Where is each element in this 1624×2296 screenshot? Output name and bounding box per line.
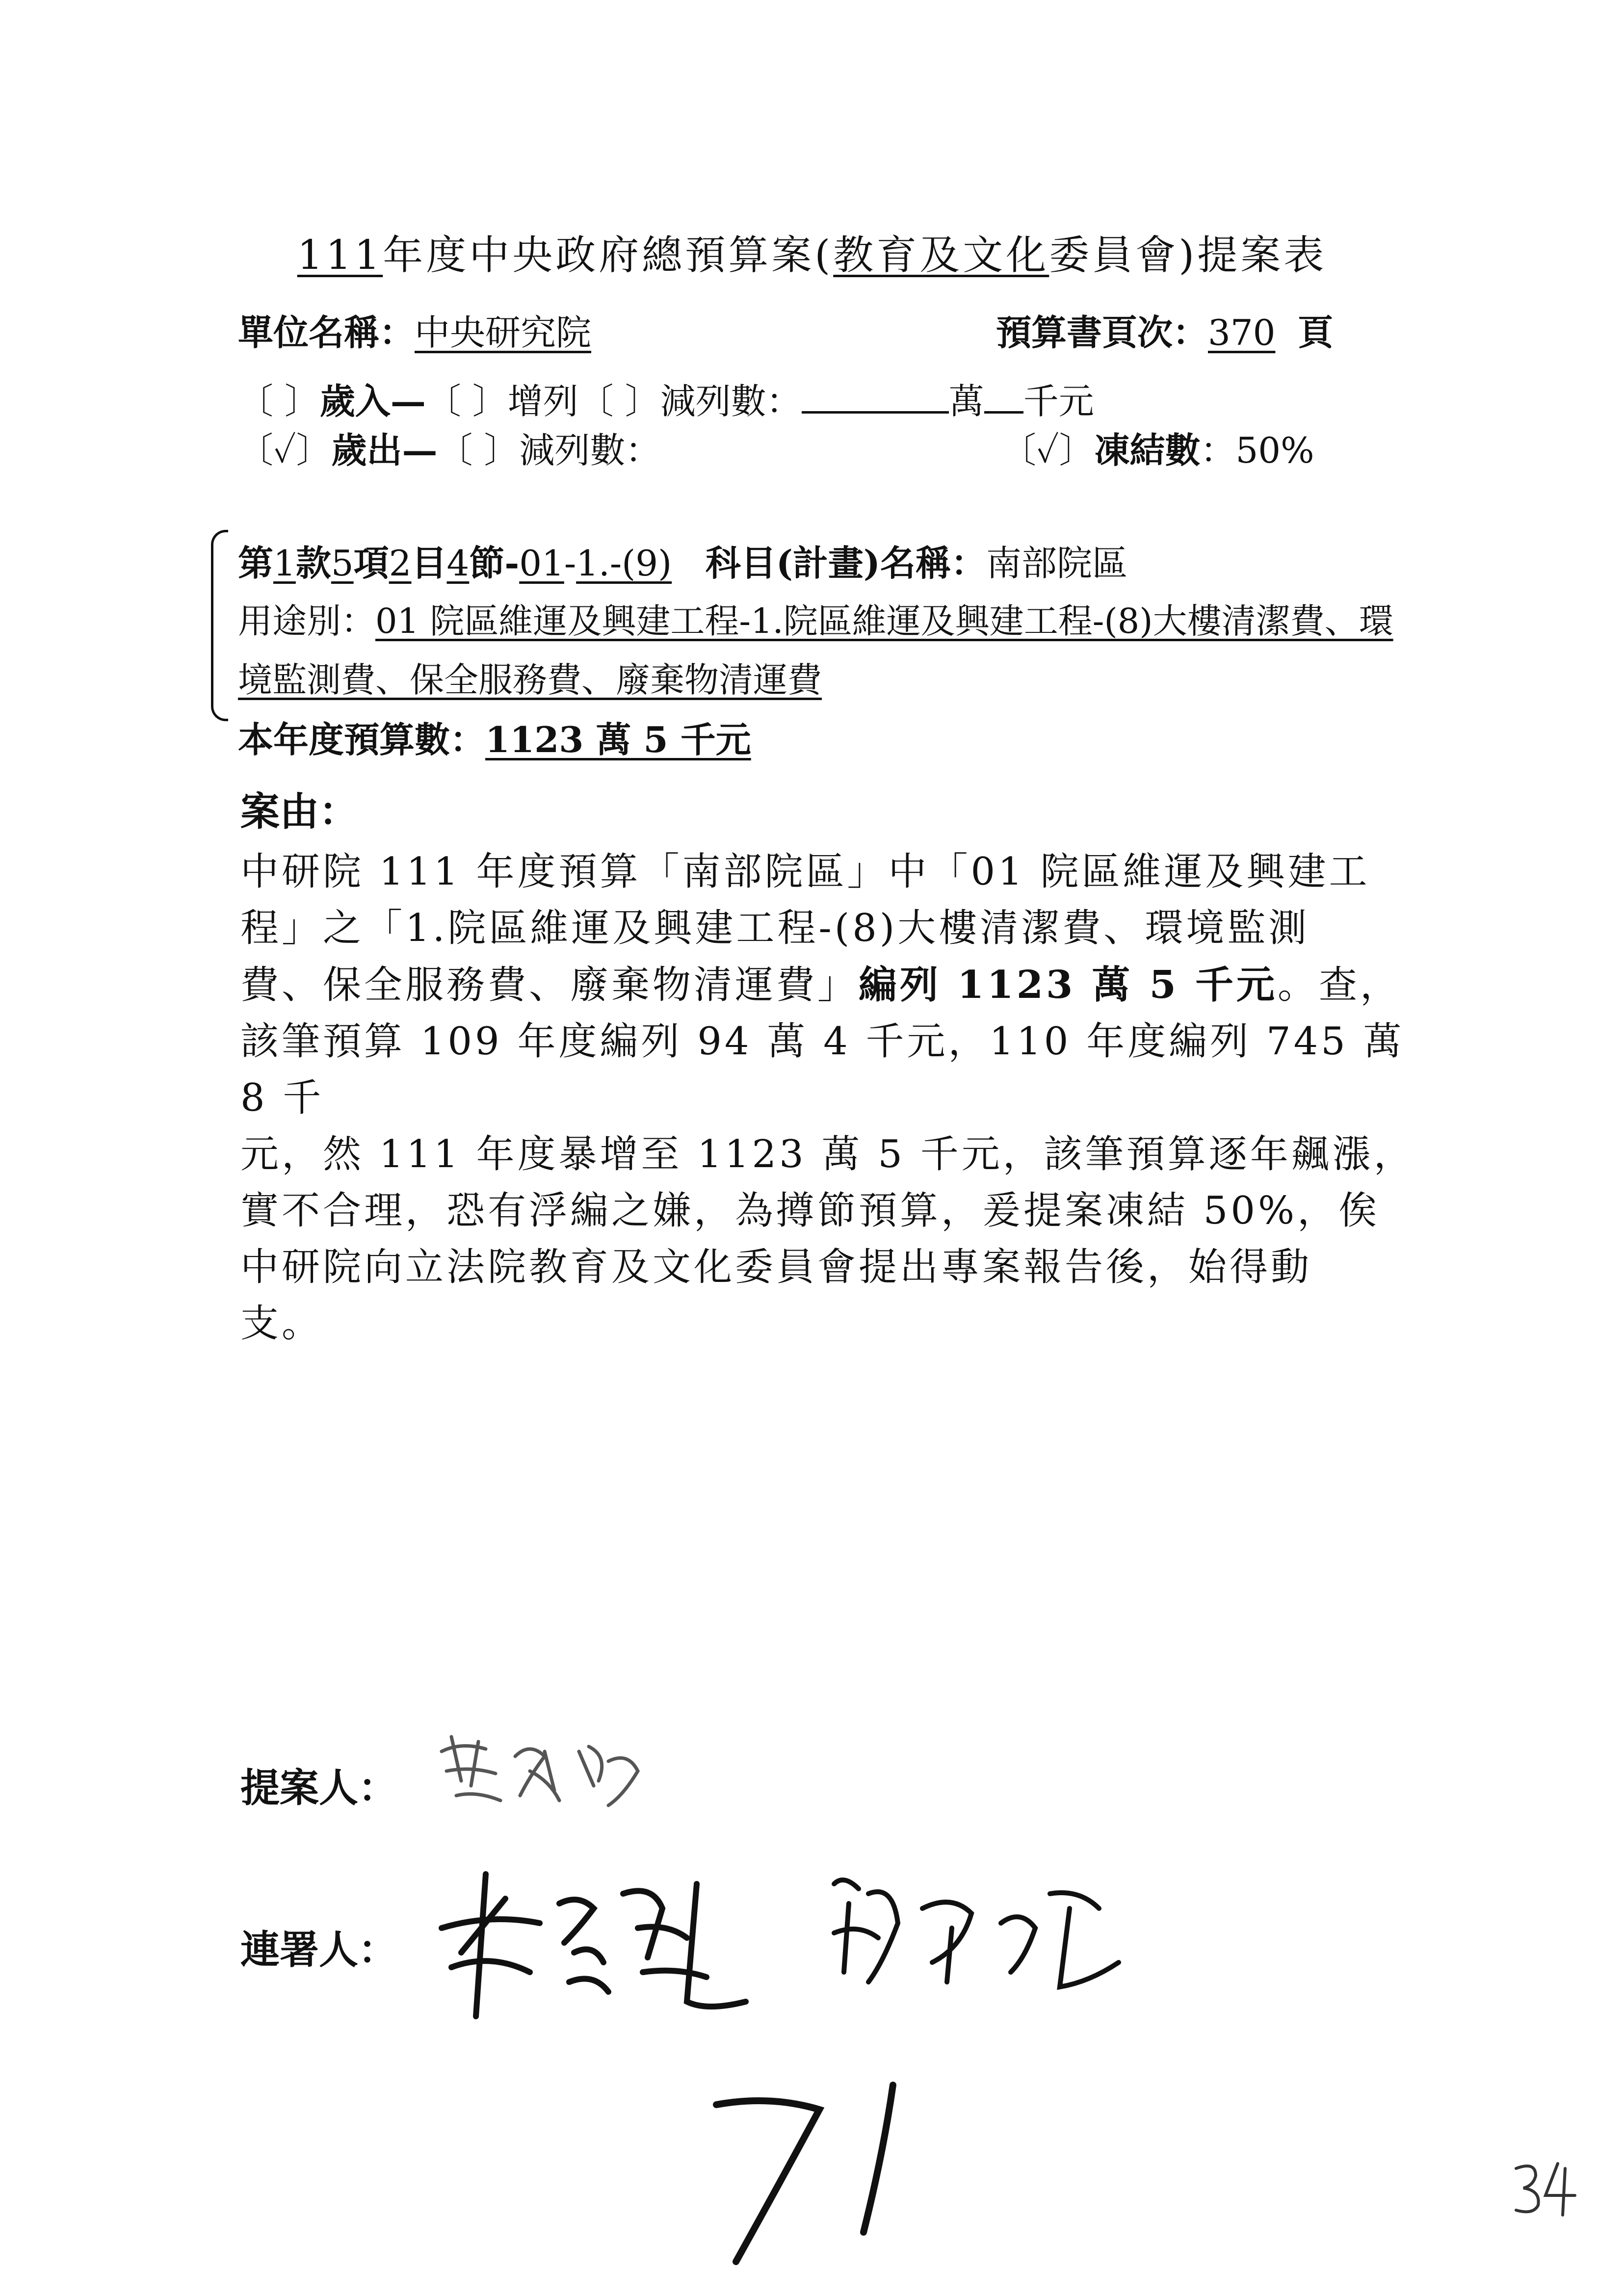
title-year: 111 xyxy=(297,232,383,279)
page-number xyxy=(1511,2159,1580,2218)
item-code-row xyxy=(238,535,1127,586)
freeze-row xyxy=(1001,422,1314,473)
proposer-signature xyxy=(432,1722,687,1820)
expenditure-label: 歲出— xyxy=(331,429,438,471)
revenue-row xyxy=(238,373,1094,424)
code-dash: - xyxy=(564,543,576,584)
revenue-decrease: 〔 〕減列數： xyxy=(578,381,802,422)
proposer-label: 提案人： xyxy=(240,1765,397,1811)
reason-line: 支。 xyxy=(240,1302,323,1346)
revenue-increase: 〔 〕增列 xyxy=(425,381,578,422)
revenue-wan-blank xyxy=(802,379,949,414)
freeze-check: 〔✓〕 xyxy=(1001,430,1095,471)
usage-line-2: 境監測費、保全服務費、廢棄物清運費 xyxy=(238,660,822,700)
reason-heading: 案由： xyxy=(240,788,358,835)
code1-value: 01 xyxy=(519,543,564,584)
expenditure-check: 〔✓〕 xyxy=(238,430,332,471)
page-ref-label: 預算書頁次： xyxy=(996,312,1208,353)
budget-row xyxy=(238,711,751,762)
page-ref-row xyxy=(996,304,1333,355)
jie-value: 4 xyxy=(446,543,470,584)
unit-value: 中央研究院 xyxy=(415,312,592,353)
unit-label: 單位名稱： xyxy=(238,312,415,353)
freeze-value: ：50% xyxy=(1200,430,1314,471)
reason-line: 中研院 111 年度預算「南部院區」中「01 院區維運及興建工 xyxy=(240,850,1370,894)
revenue-label: 歲入— xyxy=(319,380,426,422)
handwritten-number xyxy=(697,2075,922,2271)
budget-value: 1123 萬 5 千元 xyxy=(485,719,751,760)
title-tail: 委員會)提案表 xyxy=(1049,232,1327,279)
usage-line-1: 01 院區維運及興建工程-1.院區維運及興建工程-(8)大樓清潔費、環 xyxy=(375,601,1393,641)
form-title xyxy=(0,223,1624,281)
revenue-qian-blank xyxy=(984,379,1023,414)
page-ref-value: 370 xyxy=(1208,312,1276,353)
kuan-label: 第 xyxy=(238,542,274,584)
revenue-unit-wan: 萬 xyxy=(948,381,984,422)
revenue-unit-qian: 千元 xyxy=(1023,381,1094,422)
code2-value: 1.-(9) xyxy=(576,543,672,584)
cosigner-label: 連署人： xyxy=(240,1927,397,1973)
xiang-suffix: 項 xyxy=(353,542,389,584)
reason-emphasis: 編列 1123 萬 5 千元 xyxy=(859,963,1278,1007)
item-bracket xyxy=(211,530,228,721)
revenue-check: 〔 〕 xyxy=(238,381,320,422)
unit-row xyxy=(238,304,591,355)
cosigner-signature-2 xyxy=(824,1864,1128,2011)
usage-label: 用途別： xyxy=(238,601,375,641)
subject-label: 科目(計畫)名稱： xyxy=(705,542,986,584)
kuan-suffix: 款 xyxy=(295,542,331,584)
page-ref-suffix: 頁 xyxy=(1298,312,1334,353)
reason-line: 實不合理，恐有浮編之嫌，為撙節預算，爰提案凍結 50%，俟 xyxy=(240,1189,1380,1233)
reason-line: 元，然 111 年度暴增至 1123 萬 5 千元，該筆預算逐年飆漲， xyxy=(240,1132,1415,1176)
title-committee: 教育及文化 xyxy=(833,232,1049,279)
reason-line: 中研院向立法院教育及文化委員會提出專案報告後，始得動 xyxy=(240,1245,1312,1289)
reason-body xyxy=(240,844,1428,1352)
reason-line-part: 費、保全服務費、廢棄物清運費」 xyxy=(240,963,859,1007)
usage-row-1 xyxy=(238,594,1393,643)
title-main: 年度中央政府總預算案( xyxy=(383,232,834,279)
mu-suffix: 目 xyxy=(411,542,447,584)
jie-suffix: 節- xyxy=(469,542,520,584)
subject-value: 南部院區 xyxy=(986,543,1127,584)
budget-label: 本年度預算數： xyxy=(238,719,486,760)
mu-value: 2 xyxy=(389,543,412,584)
usage-row-2 xyxy=(238,652,822,702)
reason-line: 程」之「1.院區維運及興建工程-(8)大樓清潔費、環境監測 xyxy=(240,906,1310,950)
reason-line: 該筆預算 109 年度編列 94 萬 4 千元，110 年度編列 745 萬 8 千 xyxy=(240,1019,1405,1120)
freeze-label: 凍結數 xyxy=(1094,429,1201,471)
cosigner-signature-1 xyxy=(432,1854,775,2031)
expenditure-row xyxy=(238,422,660,473)
kuan-value: 1 xyxy=(273,543,296,584)
reason-line-part: 。查， xyxy=(1278,963,1402,1007)
expenditure-decrease: 〔 〕減列數： xyxy=(437,430,661,471)
reason-line xyxy=(240,957,1428,1014)
xiang-value: 5 xyxy=(331,543,354,584)
